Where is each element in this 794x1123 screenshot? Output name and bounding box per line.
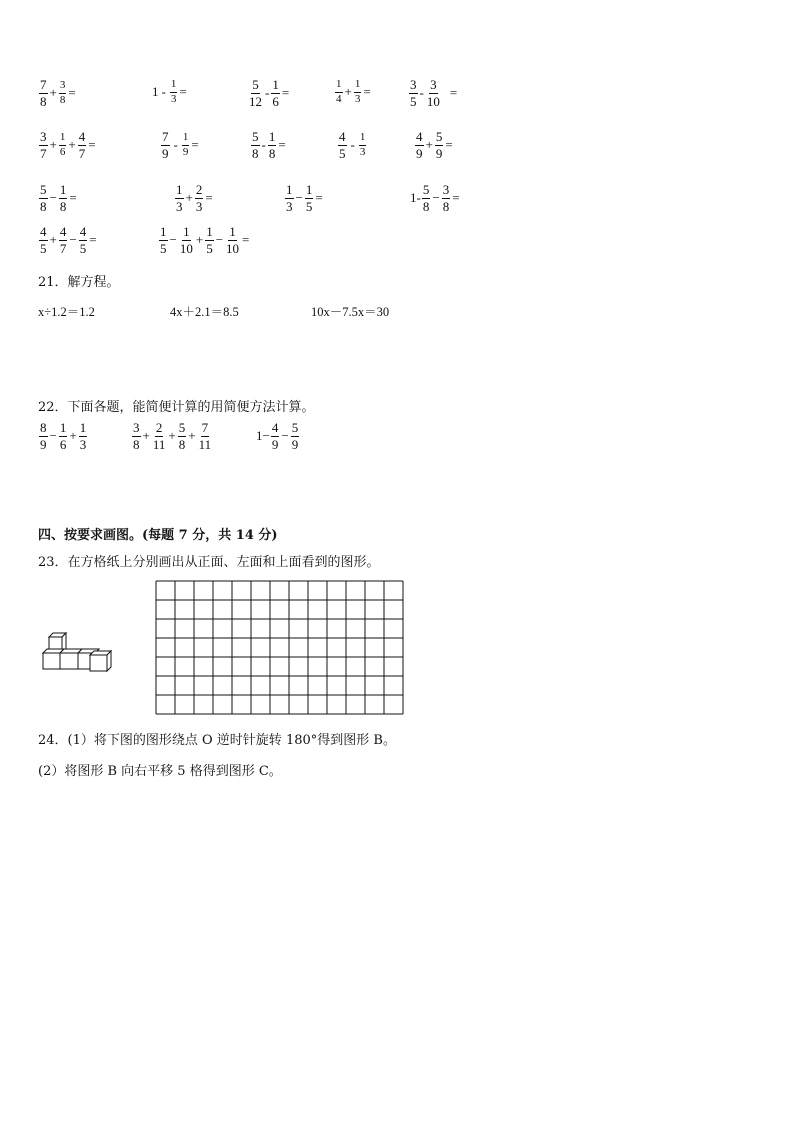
fraction: $\frac{1}{6}$ (59, 420, 67, 452)
fraction: $\frac{3}{5}$ (410, 77, 417, 109)
fraction: $\frac{7}{9}$ (162, 129, 169, 161)
fraction: $\frac{3}{8}$ (442, 182, 450, 214)
expr-r2-4: $\frac{4}{5}$ - $\frac{1}{3}$ (339, 129, 366, 161)
fraction: $\frac{1}{9}$ (182, 131, 189, 158)
expr-r4-1: $\frac{4}{5}$ + $\frac{4}{7}$ − $\frac{4}{5}$ = (40, 224, 97, 256)
fraction: $\frac{5}{8}$ (40, 182, 47, 214)
q22-expr-3: 1− $\frac{4}{9}$ − $\frac{5}{9}$ (256, 420, 299, 452)
fraction: $\frac{1}{3}$ (359, 131, 366, 158)
fraction: $\frac{1}{3}$ (170, 78, 177, 105)
fraction: $\frac{3}{8}$ (133, 420, 140, 452)
fraction: $\frac{1}{3}$ (79, 420, 87, 452)
fraction: $\frac{1}{10}$ (179, 224, 193, 256)
fraction: $\frac{2}{11}$ (152, 420, 166, 452)
expr-r2-5: $\frac{4}{9}$ + $\frac{5}{9}$ = (416, 129, 453, 161)
q24-line-1: 24．(1）将下图的图形绕点 O 逆时针旋转 180°得到图形 B。 (38, 733, 396, 748)
cube-figure (40, 628, 130, 678)
q21-equation-1: x÷1.2＝1.2 (38, 305, 95, 319)
grid-paper[interactable] (155, 580, 405, 716)
fraction: $\frac{5}{8}$ (422, 182, 430, 214)
fraction: $\frac{5}{9}$ (435, 129, 443, 161)
expr-r4-2: $\frac{1}{5}$ − $\frac{1}{10}$ + $\frac{1}{5}$ − $\frac{1}{10}$ = (160, 224, 250, 256)
fraction: $\frac{7}{11}$ (198, 420, 212, 452)
q21-equation-3: 10x－7.5x＝30 (311, 305, 390, 319)
q22-expr-2: $\frac{3}{8}$ + $\frac{2}{11}$ + $\frac{5}{8}$ + $\frac{7}{11}$ (133, 420, 212, 452)
fraction: $\frac{4}{7}$ (59, 224, 67, 256)
expr-r1-2: 1 - $\frac{1}{3}$ = (152, 78, 187, 105)
fraction: $\frac{3}{10}$ (426, 77, 440, 109)
q22-title: 22．下面各题，能简便计算的用简便方法计算。 (38, 400, 315, 415)
fraction: $\frac{1}{5}$ (206, 224, 213, 256)
q22-expr-1: $\frac{8}{9}$ − $\frac{1}{6}$ + $\frac{1}{3}$ (40, 420, 87, 452)
fraction: $\frac{5}{8}$ (252, 129, 259, 161)
expr-r2-1: $\frac{3}{7}$ + $\frac{1}{6}$ + $\frac{4}{7}$ = (40, 129, 96, 161)
fraction: $\frac{1}{6}$ (272, 77, 279, 109)
expr-r3-4: 1- $\frac{5}{8}$ − $\frac{3}{8}$ = (410, 182, 460, 214)
fraction: $\frac{1}{6}$ (59, 131, 66, 158)
expr-r1-1: $\frac{7}{8}$ + $\frac{3}{8}$ = (40, 77, 76, 109)
fraction: $\frac{4}{9}$ (271, 420, 279, 452)
expr-r3-2: $\frac{1}{3}$ + $\frac{2}{3}$ = (176, 182, 213, 214)
fraction: $\frac{1}{5}$ (160, 224, 167, 256)
expr-r1-3: $\frac{5}{12}$ - $\frac{1}{6}$ = (249, 77, 290, 109)
section-heading: 四、按要求画图。(每题 7 分，共 14 分) (38, 528, 278, 543)
fraction: $\frac{7}{8}$ (40, 77, 47, 109)
q21-title: 21．解方程。 (38, 275, 120, 290)
fraction: $\frac{4}{5}$ (40, 224, 47, 256)
expr-r2-2: $\frac{7}{9}$ - $\frac{1}{9}$ = (162, 129, 199, 161)
fraction: $\frac{1}{4}$ (336, 78, 342, 105)
expr-r3-1: $\frac{5}{8}$ − $\frac{1}{8}$ = (40, 182, 77, 214)
expr-r1-4: $\frac{1}{4}$ + $\frac{1}{3}$ = (336, 78, 371, 105)
expr-r1-5: $\frac{3}{5}$ - $\frac{3}{10}$ = (410, 77, 458, 109)
q24-line-2: (2）将图形 B 向右平移 5 格得到图形 C。 (38, 764, 282, 779)
q21-equation-2: 4x＋2.1＝8.5 (170, 305, 239, 319)
fraction: $\frac{8}{9}$ (40, 420, 47, 452)
fraction: $\frac{4}{5}$ (339, 129, 346, 161)
fraction: $\frac{2}{3}$ (195, 182, 203, 214)
fraction: $\frac{3}{8}$ (59, 79, 66, 106)
fraction: $\frac{1}{3}$ (286, 182, 293, 214)
fraction: $\frac{1}{8}$ (268, 129, 276, 161)
fraction: $\frac{5}{12}$ (249, 77, 262, 109)
expr-r3-3: $\frac{1}{3}$ − $\frac{1}{5}$ = (286, 182, 323, 214)
fraction: $\frac{5}{9}$ (291, 420, 299, 452)
fraction: $\frac{1}{8}$ (59, 182, 67, 214)
fraction: $\frac{4}{5}$ (79, 224, 87, 256)
fraction: $\frac{1}{3}$ (354, 78, 361, 105)
fraction: $\frac{3}{7}$ (40, 129, 47, 161)
q23-title: 23．在方格纸上分别画出从正面、左面和上面看到的图形。 (38, 555, 380, 570)
fraction: $\frac{4}{9}$ (416, 129, 423, 161)
fraction: $\frac{5}{8}$ (178, 420, 186, 452)
fraction: $\frac{1}{3}$ (176, 182, 183, 214)
fraction: $\frac{1}{5}$ (305, 182, 313, 214)
fraction: $\frac{1}{10}$ (226, 224, 240, 256)
fraction: $\frac{4}{7}$ (78, 129, 86, 161)
expr-r2-3: $\frac{5}{8}$ - $\frac{1}{8}$ = (252, 129, 286, 161)
